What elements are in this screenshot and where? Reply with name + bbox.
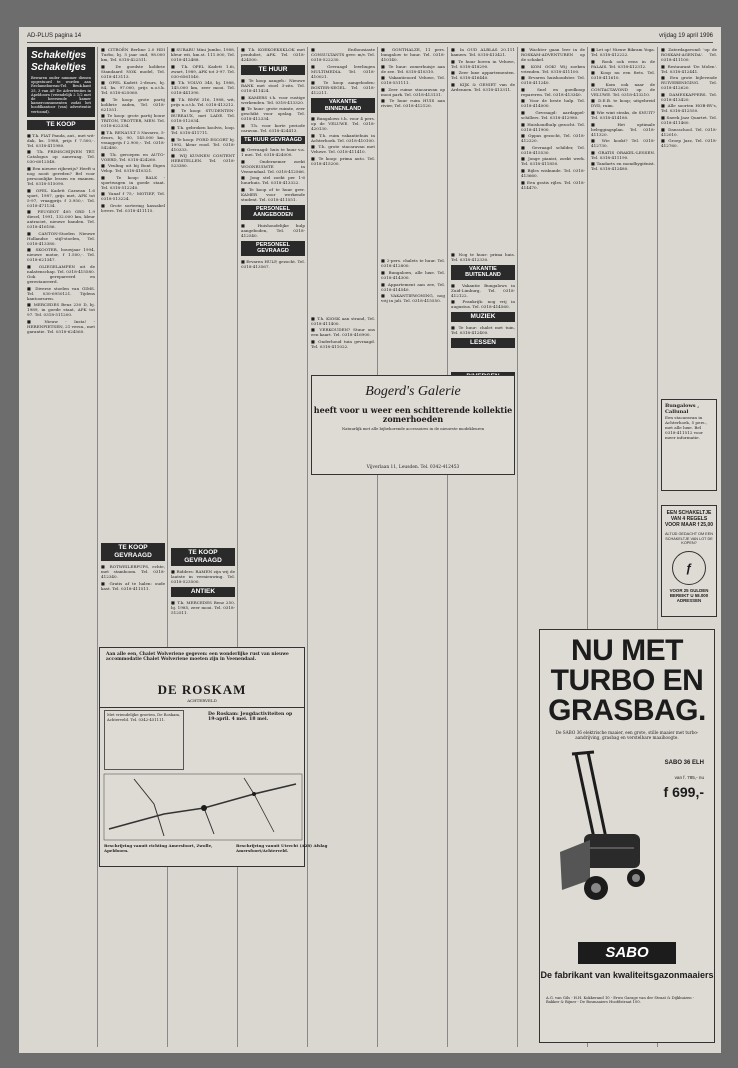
column-divider bbox=[517, 47, 518, 1047]
classified-ad: ■ Grote sortering kassabel lovers. Tel. 0318-411115. bbox=[101, 202, 165, 213]
classified-ad: ■ Onderhoud tuin gevraagd. Tel. 0318-411022. bbox=[311, 338, 375, 349]
classified-column-1 bbox=[27, 47, 95, 1047]
classified-ad: ■ Diverse stoelen van GIMS. Tel. 030-6950121. Tijdens kantooruren. bbox=[27, 285, 95, 301]
classified-ad: ■ Te koop: grote partij bouw TRITON, TROTTER, MEN. Tel. 0318-622334. bbox=[101, 113, 165, 129]
classified-ad: ■ Dansschool. Tel. 0318-412010. bbox=[661, 126, 717, 137]
newspaper-page bbox=[19, 27, 721, 1053]
classified-ad: ■ T.k. VOLVO 340, bj. 1988, 145.000 km, zeer mooi. Tel. 0318-441390. bbox=[171, 80, 235, 96]
classified-ad: ■ Kom ook naar de CONTACTAVOND op de VELUWE. Tel. 0318-413210. bbox=[591, 81, 655, 97]
column-divider bbox=[447, 47, 448, 1047]
classified-ad: ■ Ondernemer zoekt WOONRUIMTE in Veenendaal. Tel. 0318-412566. bbox=[241, 158, 306, 174]
classified-ad: ■ Te koop: STUDENTEN-BUREAUX, met LADE. Tel. 0318-512034. bbox=[171, 108, 235, 124]
classified-ad: ■ Te huur: zomerhuisje aan de zee. Tel. 0318-410310. bbox=[381, 63, 445, 74]
schakeltjes-logo: Schakeltjes Schakeltjes Bewaren onder nummer dienen opgestuurd te worden aan Reclamebureau-Tel. Beuk.kant 25, 3 van AP. De Advertenties in Apeldoorn (vriendelijk 2 1/2 met de heersende kamer kamerconsumenten zodat het hoofdkantoor (van) advertentie vertoond). bbox=[27, 47, 95, 117]
classified-ad: ■ T.h. grote stacaravan met Veluwe. Tel. 0318-411410. bbox=[311, 144, 375, 155]
classified-ad: ■ Te huur ruim HUIS aan rivier, Tel. 0318-412120. bbox=[381, 98, 445, 109]
header-left: AD-PLUS pagina 14 bbox=[27, 33, 82, 39]
classified-ad: ■ T.k. OPEL Kadett 1.6i, zwart, 1989, APK tot 3-97. Tel. 030-6561540. bbox=[171, 63, 235, 79]
classified-ad: ■ Rook ook eens in de PALAIS. Tel. 0318-412312. bbox=[591, 58, 655, 69]
classified-ad: ■ T.k. PRIMSCHIJNEN TRT. Catalogus op aanvraag. Tel. 030-6012548. bbox=[27, 149, 95, 165]
classified-ad: ■ Te huur: chalet met tuin, Tel. 0318-412400. bbox=[451, 325, 515, 336]
classified-ad: ■ Te koop aangeb.: Nieuwe BANK met stoel 3-zits. Tel. 0318-411424. bbox=[241, 78, 305, 93]
classified-ad: ■ Snel en goedkoop repareren. Tel. 0318-413340. bbox=[521, 86, 585, 97]
classified-ad: ■ Te koop: FORD ESCORT bj. 1992, kleur rood. Tel. 0318-410333. bbox=[171, 136, 235, 152]
classified-ad: ■ SUBARU Mini Jumbo, 1988, kleur wit, km.st. 111.000, Tel. 0318-412488. bbox=[171, 47, 235, 62]
galerie-title: Bogerd's Galerie bbox=[365, 384, 461, 399]
classified-ad: ■ T.k. gebroken koolvis, loop. Tel. 0318-411711. bbox=[171, 124, 235, 135]
classified-ad: ■ T.k. geroepen en AUTO-VOERD, Tel. 0318-424260. bbox=[101, 151, 165, 162]
classified-ad: ■ KIJK & GENIET van de Ardennen. Tel. 0318-413311. bbox=[451, 81, 515, 92]
classified-ad: ■ Enthousiaste CONSULTANTS gevr. m/v. Tel. 0318-522230. bbox=[311, 47, 375, 62]
section-personeel-aangeboden: PERSONEEL AANGEBODEN bbox=[241, 205, 305, 220]
classified-ad: ■ GRATIS ORAKEL-LESSEN. Tel. 0318-411190. bbox=[591, 149, 655, 160]
section-te-huur: TE HUUR bbox=[241, 65, 305, 75]
classified-ad: ■ T.h. voor korte periode caravan. Tel. 0318-424413. bbox=[241, 122, 305, 133]
roskam-ad bbox=[99, 647, 328, 867]
classified-ad: ■ Bungalows t.h. voor 4 pers. op de VELUWE. Tel. 0318-420130. bbox=[311, 116, 375, 131]
classified-ad: ■ D.E.B. te koop; uitgebreid DVD, ruim. bbox=[591, 98, 655, 109]
classified-ad: ■ Voor de beste hulp. Tel. 0318-414000. bbox=[521, 98, 585, 109]
section-te-koop: TE KOOP bbox=[27, 120, 95, 130]
classified-ad: ■ Restaurant 'De Molen'. Tel. 0318-412441. bbox=[661, 63, 717, 74]
section-muziek: MUZIEK bbox=[451, 312, 515, 322]
classified-ad: ■ SKOOTER, bouwjaar 1994, nieuwe motor, f 1.500,-. Tel. 0318-621347. bbox=[27, 247, 95, 263]
classified-ad: ■ Alle soorten HOB-BY's, Tel. 0318-412550. bbox=[661, 103, 717, 114]
classified-ad: ■ VAKANTIEWONING, nog vrij in juli. Tel. 0318-415550. bbox=[381, 293, 445, 304]
classified-ad: ■ Appartement aan zee, Tel. 0318-414540. bbox=[381, 281, 445, 292]
classified-ad: ■ T.k. BMW 316, 1988, wit, prijs n.o.t.k. Tel. 0318-413212. bbox=[171, 96, 235, 107]
classified-ad: ■ VERKOUDEN? Stuur ons een kaart. Tel. 0318-416900. bbox=[311, 327, 375, 338]
classified-ad: ■ Ridders: RAMEN zijn wij de laatste in vernieuwing. Tel. 0318-523500. bbox=[171, 569, 235, 585]
section-vakantie-binnenland: VAKANTIE BINNENLAND bbox=[311, 98, 375, 113]
classified-ad: ■ Koop nu een fiets. Tel. 0318-411610. bbox=[591, 70, 655, 81]
classified-ad: ■ DAMESKAPPERS. Tel. 0318-413420. bbox=[661, 91, 717, 102]
section-lessen: LESSEN bbox=[451, 338, 515, 348]
galerie-footer: Vijverlaan 11, Leusden. Tel. 0342-412453 bbox=[366, 465, 460, 470]
classified-ad: ■ T.k. KOEKOEKSKLOK met penduliet, APK. Tel. 0318-424500. bbox=[241, 47, 305, 62]
column-divider bbox=[237, 47, 238, 1047]
classified-ad: ■ Het optimale beleggingsplan. Tel. 0318-411320. bbox=[591, 121, 655, 137]
column-divider bbox=[97, 47, 98, 1047]
galerie-headline: heeft voor u weer een schitterende kollektie zomerhoeden bbox=[313, 405, 513, 424]
roskam-inner-box: Met vriendelijke groeten, De Roskam, Achterveld. Tel. 0342-451111. bbox=[104, 710, 184, 770]
classified-ad: ■ Frankrijk: nog vrij in augustus. Tel. 0318-414560. bbox=[451, 299, 515, 310]
section-te-koop-gevraagd-2: TE KOOP GEVRAAGD bbox=[171, 548, 235, 566]
classified-ad: ■ Te koop: prima auto. Tel. 0318-415200. bbox=[311, 155, 375, 166]
classified-ad: ■ Bijles wiskunde. Tel. 0318-413660. bbox=[521, 167, 585, 178]
classified-ad: ■ CITROËN Berline 2.0 HDI Turbo, bj. 5 jaar oud, 98.000 km, Tel. 0318-422511. bbox=[101, 47, 165, 62]
classified-ad: ■ Een grote bijlevende RUIVERENIGING. Tel. 0318-412620. bbox=[661, 75, 717, 91]
classified-column-10 bbox=[661, 47, 717, 387]
roskam-divider bbox=[100, 707, 304, 708]
classified-ad: ■ Let op! Nieuw Bikram Yoga. Tel. 0318-412222. bbox=[591, 47, 655, 57]
section-te-huur-gevraagd: TE HUUR GEVRAAGD bbox=[241, 136, 305, 144]
stamp-bottom: VOOR 25 GULDEN BEREIKT U 58.000 ADRESSEN bbox=[669, 587, 709, 604]
schakeltje-price-stamp bbox=[661, 505, 717, 617]
classified-column-7 bbox=[451, 47, 515, 1047]
classified-ad: ■ Wie wint straks, de SNUIT? Tel. 0318-414180. bbox=[591, 109, 655, 120]
classified-ad: ■ Ervaren huishoudster. Tel. 0318-411240. bbox=[521, 75, 585, 86]
map-caption-2: Beschrijving vanuit Utrecht (A28) Afslag Amersfoort/Achterveld. bbox=[236, 843, 328, 853]
header-rule bbox=[27, 42, 713, 43]
classified-ad: ■ T.k. FIAT Panda, aut., met wit-dak, ks. 1988, prijs f 7.500,-. Tel. 0318-411980. bbox=[27, 132, 95, 148]
sabo-old-price: van f. 785,- nu bbox=[674, 775, 704, 780]
sabo-slogan: De fabrikant van kwaliteitsgazonmaaiers bbox=[540, 970, 714, 980]
classified-ad: ■ Te huur: grote ruimte, zeer geschikt voor opslag. Tel. 0318-412334. bbox=[241, 106, 305, 122]
bungalows-title: Bungalows , Callunal bbox=[665, 403, 700, 415]
classified-ad: ■ Zaterdagavond: 'op de ROSKAM-AGENDA'. Tel. 0318-411100. bbox=[661, 47, 717, 62]
classified-ad: ■ De goedste kolibrie Standaard NOK model, Tel. 0318-413113. bbox=[101, 63, 165, 79]
classified-column-4 bbox=[241, 47, 305, 1047]
classified-ad: ■ Jonge pianist, zoekt werk. Tel. 0318-411850. bbox=[521, 156, 585, 167]
classified-ad: ■ CANTON-Stoelen Nieuwe Hollandse stijl-stoelen, Tel. 0318-413380. bbox=[27, 230, 95, 246]
classified-ad: ■ Een nieuwe rijbewijs? Heeft u nog nooit gereden? Bel voor persoonlijke lessen en examen. Tel. 0318-515090. bbox=[27, 166, 95, 187]
sabo-ad bbox=[539, 629, 715, 1043]
classified-ad: ■ Jong stel zoekt per 1-6 huurhuis. Tel. 0318-413322. bbox=[241, 175, 305, 186]
classified-ad: ■ WIJ KUNNEN CONTENT HERSTELLEN. Tel. 0318-523380. bbox=[171, 153, 235, 169]
classified-ad: ■ Wie kookt? Tel. 0318-412730. bbox=[591, 138, 655, 149]
classified-ad: ■ Gevraagd leerlingen MULTIMEDIA. Tel. 0318-410021. bbox=[311, 63, 375, 79]
map-caption-1: Beschrijving vanuit richting Amersfoort, Zwolle, Apeldoorn. bbox=[104, 843, 213, 853]
classified-column-6 bbox=[381, 47, 445, 1047]
classified-ad: ■ Te koop: BALK - sportwagen in goede staat. Tel. 0318-512240. bbox=[101, 174, 165, 190]
classified-ad: ■ T.k. RENAULT 5 Navarro, 5-deurs, bj. 90, 145.000 km, vraagprijs f 2.900,-. Tel. 0318-542480. bbox=[101, 129, 165, 150]
classified-ad: ■ KAMERS t.h. voor rustige werkenden. Tel. 0318-413320. bbox=[241, 94, 305, 105]
classified-ad: ■ KOM OOK! Wij zoeken vrienden. Tel. 0318-411100. bbox=[521, 63, 585, 74]
galerie-subline: Natuurlijk met alle bijbehorende accessoires in de nieuwste modekleuren bbox=[341, 426, 485, 431]
section-vakantie-buitenland: VAKANTIE BUITENLAND bbox=[451, 265, 515, 280]
classified-ad: ■ Wachter gaan leer in de ROSKAM-ADVENTUREN op de schakel. bbox=[521, 47, 585, 62]
column-divider bbox=[167, 47, 168, 1047]
lawnmower-illustration bbox=[554, 748, 654, 913]
classified-ad: ■ T.h. ruim vakantiehuis in Achterhoek. Tel. 0318-410100. bbox=[311, 132, 375, 143]
section-antiek: ANTIEK bbox=[171, 587, 235, 597]
classified-ad: ■ Vakantieoord Veluwe, Tel. 0318-551111. bbox=[381, 75, 445, 86]
classified-ad: ■ T.k. MERCEDES Benz 250, bj. 1985, zeer mooi. Tel. 0318-512511. bbox=[171, 600, 235, 616]
classified-ad: ■ Te huur boven in Veluwe, Tel. 0318-418290. bbox=[451, 58, 515, 69]
classified-ad: ■ OLIEGELAMPEN uit de nalatenschap. Tel. 0318-415580. Ook gerepareerd en gerestaureerd. bbox=[27, 263, 95, 284]
classified-column-3 bbox=[171, 47, 235, 1047]
classified-column-9 bbox=[591, 47, 655, 627]
classified-ad: ■ Groep Jazz, Tel. 0318-412760. bbox=[661, 138, 717, 149]
section-te-koop-gevraagd: TE KOOP GEVRAAGD bbox=[101, 543, 165, 561]
roskam-brand: DE ROSKAM bbox=[157, 682, 247, 697]
classified-ad: ■ Gratis af te halen: oude kast. Tel. 0318-411511. bbox=[101, 580, 165, 591]
classified-ad: ■ Nog te huur: prima huis. Tel. 0318-412330. bbox=[451, 251, 515, 262]
classified-ad: ■ Een gratis rijles. Tel. 0318-414470. bbox=[521, 179, 585, 190]
classified-ad: ■ OPEL Kadett Caravan 1.6 sport, 1987, grijs met, APK tot 5-97, vraagprijs f 3.950,-. Tel. 0318-471134. bbox=[27, 187, 95, 208]
classified-ad: ■ Ervaren HULP, gezocht. Tel. 0318-413567. bbox=[241, 258, 305, 269]
classified-ad: ■ Huishoudelijke hulp aangeboden, Tel. 0318-412540. bbox=[241, 222, 305, 238]
classified-ad: ■ Gevraagd: aardappel-schillers. Tel. 0318-412980. bbox=[521, 109, 585, 120]
stamp-title: EEN SCHAKELTJE VAN 4 REGELS VOOR MAAR f 25,00 bbox=[664, 510, 714, 528]
classified-ad: ■ Tandarts en mondhygiënist. Tel. 0318-412480. bbox=[591, 161, 655, 172]
classified-ad: ■ Zeer luxe appartementen. Tel. 0318-416440. bbox=[451, 70, 515, 81]
column-divider bbox=[377, 47, 378, 1047]
classified-ad: ■ 2-pers. chalets te huur. Tel. 0318-412800. bbox=[381, 258, 445, 269]
roskam-top-text: Aan alle een, Chalet Wolveriene gegeven: een wonderlijke rust van nieuwe accommodatie Chalet Wolveriene moeten zijn in Veenendaal. bbox=[106, 652, 289, 663]
sabo-price: f 699,- bbox=[663, 784, 704, 800]
column-divider bbox=[307, 47, 308, 1047]
classified-ad: ■ GONTHALZE, 11 pers. bungalow te huur. Tel. 0318-410140. bbox=[381, 47, 445, 62]
classified-ad: ■ Gevraagd schilder, Tel. 0318-415530. bbox=[521, 144, 585, 155]
classified-ad: ■ Gevraagd: huis te huur v.a. 1 mei. Tel. 0318-424000. bbox=[241, 147, 305, 158]
header-right: vrijdag 19 april 1996 bbox=[658, 33, 713, 39]
sabo-logo: SABO bbox=[578, 942, 676, 964]
classified-column-8 bbox=[521, 47, 585, 627]
roskam-subtitle: ACHTERVELD bbox=[187, 698, 217, 703]
roskam-right-text: De Roskam: Jeugdactiviteiten op 19-april. 4 mei. 18 mei. bbox=[208, 712, 293, 723]
bungalows-text: Een stacaravan in Achterhoek, 5 pers., met alle luxe. Bel 0318-411512 voor meer informatie. bbox=[665, 415, 708, 440]
classified-ad: ■ PEUGEOT 405 GRD 1.9 diesel, 1991, 132.000 km, kleur antraciet, nieuwe banden. Tel. 0318-416186. bbox=[27, 209, 95, 230]
sabo-dealers: A.G. van Gils - H.H. Kokkerand 10 - Erwo Garage van der Straat & Dijkhuizen - Bakker & Bijner - De Bosmaaiers Hoofdstraat 100. bbox=[546, 996, 695, 1005]
classified-ad: ■ Nieuw - Insta! - HERENFIETSEN, 21 versn., met garantie. Tel. 0318-624560. bbox=[27, 318, 95, 334]
classified-ad: ■ ROTWEILERPUPS, echte, met stamboom. Tel. 0318-412340. bbox=[101, 563, 165, 579]
classified-ad: ■ Te koop: grote partij kolibrie zaden, Tel. 0318-621551. bbox=[101, 96, 165, 112]
sabo-description: De SABO 36 elektrische maaier, een grote, stille maaier met turbo-aandrijving, grasbag en verstelbare maaihoogte. bbox=[555, 730, 699, 740]
classified-ad: ■ In OUD ALBLAS 20.111 kamers. Tel. 0318-413421. bbox=[451, 47, 515, 57]
sabo-headline: NU MET TURBO EN GRASBAG. bbox=[548, 634, 706, 727]
section-personeel-gevraagd: PERSONEEL GEVRAAGD bbox=[241, 241, 305, 256]
classified-ad: ■ Te koop of te huur gevr. KAMER voor werkende student. Tel. 0318-411551. bbox=[241, 186, 305, 202]
classified-ad: ■ MERCEDES Benz 230 D, bj. 1989, in goede staat, APK tot 97. Tel. 0318-511200. bbox=[27, 302, 95, 318]
classified-ad: ■ Zeer ruime stacaravan op mooi park. Tel. 0318-413131. bbox=[381, 86, 445, 97]
classified-ad: ■ T.h. KIOSK aan strand, Tel. 0318-411400. bbox=[311, 315, 375, 326]
classified-ad: ■ Huishoudhulp gezocht. Tel. 0318-411900. bbox=[521, 121, 585, 132]
classified-column-5 bbox=[311, 47, 375, 1047]
classified-column-2 bbox=[101, 47, 165, 1047]
galerie-ad bbox=[311, 375, 515, 475]
classified-ad: ■ Veuling uit bij Bont Eigen Velop. Tel. 0318-410321. bbox=[101, 163, 165, 174]
stamp-circle: ƒ bbox=[672, 551, 706, 585]
classified-ad: ■ Sneek Jazz Quartet. Tel. 0318-411460. bbox=[661, 114, 717, 125]
classified-ad: ■ Bungalows, alle luxe. Tel. 0318-414300. bbox=[381, 269, 445, 280]
classified-ad: ■ Oppas gezocht, Tel. 0318-412220. bbox=[521, 133, 585, 144]
sabo-model: SABO 36 ELH bbox=[664, 760, 704, 766]
classified-ad: ■ Vakantie Bungalows in Zuid-Limburg, Tel. 0318-412122. bbox=[451, 282, 515, 298]
bungalows-ad bbox=[661, 399, 717, 491]
stamp-sub: ALTIJD GEDACHT OM EEN SCHAKELTJE VAN LOT DE KOPEN? bbox=[665, 532, 713, 546]
classified-ad: ■ Vanaf f 75,- MOTIEF, Tel. 0318-513224. bbox=[101, 191, 165, 202]
classified-ad: ■ Te koop aangeboden: BOXTER-SEGEL. Tel. 0318-412211. bbox=[311, 80, 375, 96]
route-map bbox=[104, 774, 302, 840]
classified-ad: ■ OPEL Kadett 2-deurs, bj. 84, ks. 97.000, prijs n.o.t.k. Tel. 0318-625060. bbox=[101, 80, 165, 96]
